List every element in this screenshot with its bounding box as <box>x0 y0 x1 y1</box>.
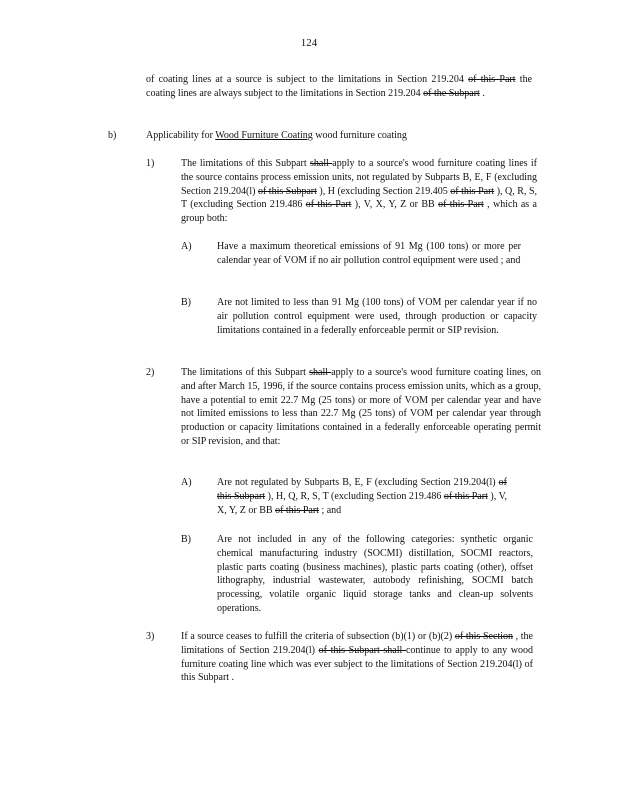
item-1-text-2: apply to a source's wood furniture coating lines if the source contains process emission units, not regulated by Subparts B, E, F (excluding Section 219.204(l) <box>181 158 537 197</box>
item-3-struck-1: of this Section <box>454 631 513 642</box>
item-2-a-struck-3: of this Part <box>275 504 319 516</box>
item-1-text-5: ), V, X, Y, Z or BB <box>351 199 439 211</box>
item-2-struck-1: shall <box>309 367 332 378</box>
item-1-a-paragraph: Have a maximum theoretical emissions of 91 Mg (100 tons) or more per calendar year of VOM if no air pollution control equipment were used ; and <box>217 241 521 266</box>
section-b-title-underlined: Wood Furniture Coating <box>215 130 313 141</box>
item-3-label: 3) <box>146 631 155 642</box>
item-2-text-1: The limitations of this Subpart <box>181 367 310 378</box>
item-1-struck-4: of this Part <box>305 199 352 211</box>
item-1-b-label: B) <box>181 297 191 308</box>
intro-text-2: the coating lines are always subject to the limitations in Section 219.204 <box>146 74 533 99</box>
item-1-a-label: A) <box>181 241 192 252</box>
item-3-struck-2: of this Subpart shall <box>318 644 406 656</box>
item-1-text-6: , which as a group both: <box>181 199 537 225</box>
intro-text-1: of coating lines at a source is subject to the limitations in Section 219.204 <box>146 74 469 85</box>
intro-text-3: . <box>479 87 485 99</box>
item-2-a-text-3: ), V, X, Y, Z or BB <box>217 490 507 516</box>
item-2-a-text-4: ; and <box>318 504 342 516</box>
item-1-struck-3: of this Part <box>450 185 495 197</box>
item-1-b-paragraph: Are not limited to less than 91 Mg (100 tons) of VOM per calendar year if no air pollution control equipment were used, through production or capacity limitations contained in a federally enforceable permit or SIP revision. <box>217 297 537 336</box>
item-1-struck-2: of this Subpart <box>257 185 317 197</box>
intro-paragraph <box>146 73 532 101</box>
item-1-struck-1: shall <box>310 158 333 169</box>
item-1-text-3: ), H (excluding Section 219.405 <box>316 185 451 197</box>
item-2-paragraph <box>181 366 541 449</box>
section-b-title-suffix: wood furniture coating <box>312 130 407 141</box>
item-2-text-2: apply to a source's wood furniture coating lines, on and after March 15, 1996, if the source contains process emission units, which as a group, have a potential to emit 22.7 Mg (25 tons) or more of VOM per calendar year and have not limited emissions to less than 22.7 Mg (25 tons) of VOM per calendar year through production or capacity limitations contained in a federally enforceable operating permit or SIP revision, and that: <box>181 367 541 447</box>
item-2-a-label: A) <box>181 477 192 488</box>
item-3-paragraph <box>181 630 533 685</box>
intro-struck-2: of the Subpart <box>423 87 480 99</box>
item-2-a-struck-2: of this Part <box>443 490 488 502</box>
item-1-text-4: ), Q, R, S, T (excluding Section 219.486 <box>181 185 538 211</box>
item-3-text-2: , the limitations of Section 219.204(l) <box>181 631 533 656</box>
section-b-label: b) <box>108 130 117 141</box>
item-2-a-paragraph <box>217 476 507 517</box>
item-1-paragraph <box>181 157 537 226</box>
item-2-a-struck-1: of this Subpart <box>217 477 507 502</box>
item-1-struck-5: of this Part <box>438 199 484 211</box>
item-2-a-text-2: ), H, Q, R, S, T (excluding Section 219.486 <box>265 490 444 502</box>
intro-struck-1: of this Part <box>468 74 516 85</box>
item-2-a-text-1: Are not regulated by Subparts B, E, F (excluding Section 219.204(l) <box>217 477 499 488</box>
item-3-text-3: continue to apply to any wood furniture coating line which was ever subject to the limitations of Section 219.204(l) of this Subpart . <box>181 644 533 684</box>
item-2-b-label: B) <box>181 534 191 545</box>
item-2-b-paragraph: Are not included in any of the following categories: synthetic organic chemical manufacturing industry (SOCMI) distillation, SOCMI reactors, plastic parts coating (business machines), plastic parts coating (other), offset lithography, industrial wastewater, autobody refinishing, SOCMI batch processing, volatile organic liquid storage tanks and clean-up solvents operations. <box>217 534 533 614</box>
section-b-heading <box>146 129 407 143</box>
item-1-text-1: The limitations of this Subpart <box>181 158 311 169</box>
item-2-label: 2) <box>146 367 155 378</box>
page-number: 124 <box>300 37 318 49</box>
item-1-label: 1) <box>146 158 155 169</box>
section-b-title-prefix: Applicability for <box>146 130 216 141</box>
item-3-text-1: If a source ceases to fulfill the criteria of subsection (b)(1) or (b)(2) <box>181 631 455 642</box>
